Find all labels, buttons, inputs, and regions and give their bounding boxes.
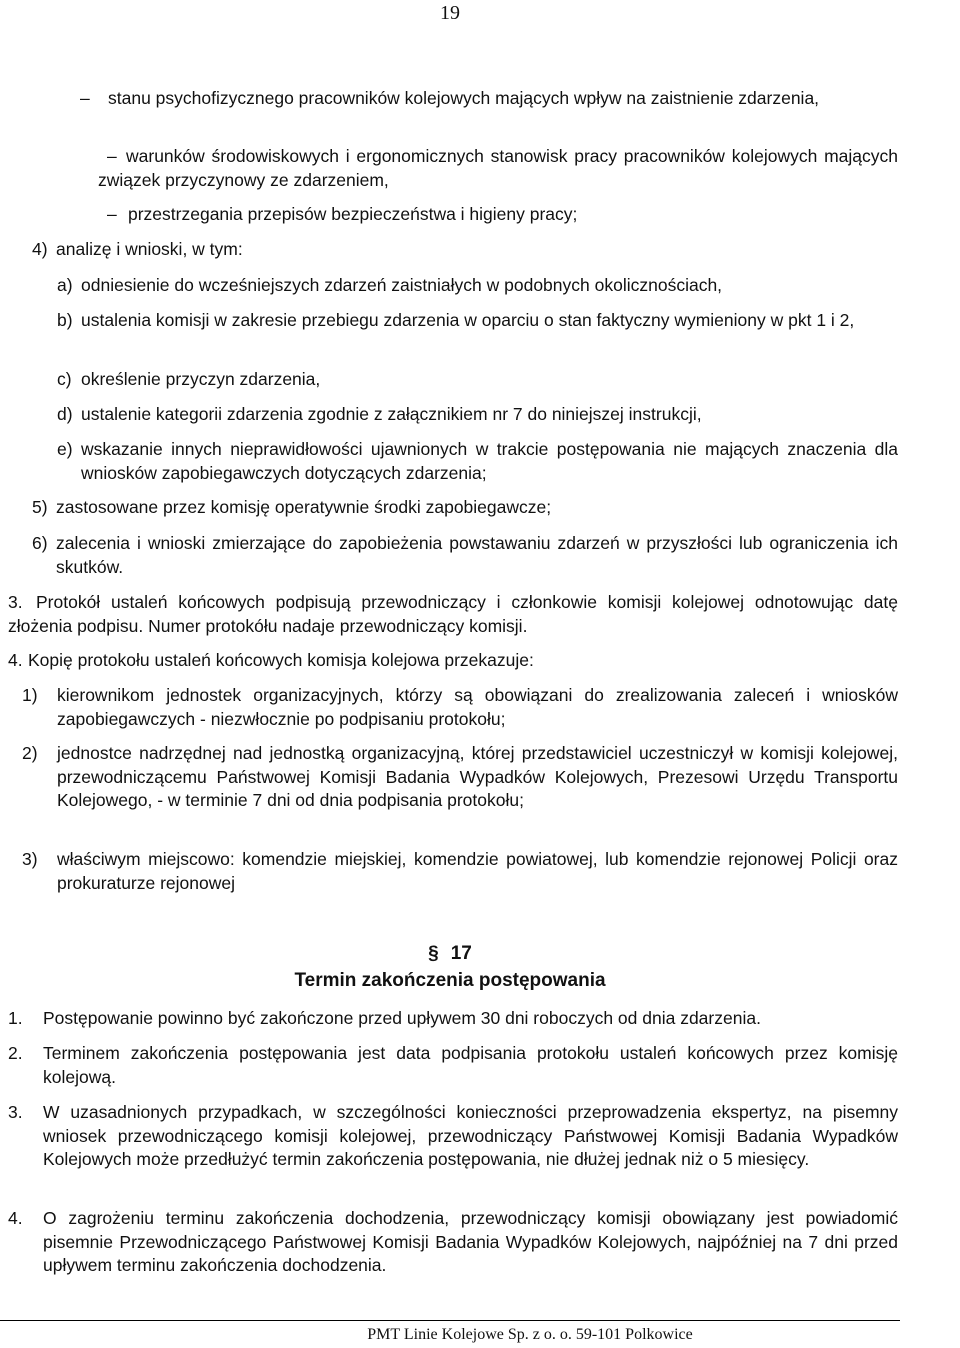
list-item-text: ustalenie kategorii zdarzenia zgodnie z załącznikiem nr 7 do niniejszej instrukcji, xyxy=(81,404,702,424)
list-item-label: 5) xyxy=(32,497,48,517)
list-item xyxy=(57,309,898,333)
paragraph xyxy=(8,1207,898,1278)
section-title: Termin zakończenia postępowania xyxy=(294,970,606,991)
list-item-text: określenie przyczyn zdarzenia, xyxy=(81,369,321,389)
list-item xyxy=(32,496,898,520)
list-item-label: c) xyxy=(57,369,72,389)
dash-marker: – xyxy=(107,146,117,166)
list-item xyxy=(22,848,898,895)
paragraph-number: 3. xyxy=(8,1102,23,1122)
list-item xyxy=(57,438,898,485)
list-item-text: właściwym miejscowo: komendzie miejskiej, komendzie powiatowej, lub komendzie rejonowej Policji oraz prokuraturze rejonowej xyxy=(57,849,898,893)
paragraph-text: Postępowanie powinno być zakończone przed upływem 30 dni roboczych od dnia zdarzenia. xyxy=(43,1008,761,1028)
list-item xyxy=(57,274,898,298)
paragraph-number: 4. xyxy=(8,650,23,670)
paragraph xyxy=(8,591,898,638)
dash-marker: – xyxy=(80,88,90,108)
list-item xyxy=(80,87,898,111)
list-item-text: ustalenia komisji w zakresie przebiegu zdarzenia w oparciu o stan faktyczny wymieniony w pkt 1 i 2, xyxy=(81,310,855,330)
list-item-label: 3) xyxy=(22,849,38,869)
list-item-text: przestrzegania przepisów bezpieczeństwa i higieny pracy; xyxy=(128,204,578,224)
list-item-label: 6) xyxy=(32,533,48,553)
list-item xyxy=(22,684,898,731)
paragraph-number: 2. xyxy=(8,1043,23,1063)
list-item xyxy=(57,368,898,392)
section-symbol: § xyxy=(428,943,439,964)
section-number xyxy=(0,943,900,965)
list-item xyxy=(32,238,898,262)
list-item-label: 1) xyxy=(22,685,38,705)
dash-marker: – xyxy=(107,204,117,224)
list-item-text: zastosowane przez komisję operatywnie środki zapobiegawcze; xyxy=(56,497,552,517)
list-item-label: d) xyxy=(57,404,73,424)
list-item xyxy=(57,403,898,427)
footer: PMT Linie Kolejowe Sp. z o. o. 59-101 Polkowice xyxy=(367,1326,693,1343)
footer-divider xyxy=(0,1320,900,1321)
list-item xyxy=(80,203,898,227)
list-item xyxy=(80,145,898,192)
list-item-text: wskazanie innych nieprawidłowości ujawnionych w trakcie postępowania nie mających znaczenia dla wniosków zapobiegawczych dotyczących zdarzenia; xyxy=(81,439,898,483)
paragraph xyxy=(8,1101,898,1172)
paragraph-text: Terminem zakończenia postępowania jest data podpisania protokołu ustaleń końcowych przez komisję kolejową. xyxy=(43,1043,898,1087)
list-item-text: jednostce nadrzędnej nad jednostką organizacyjną, której przedstawiciel uczestniczył w komisji kolejowej, przewodniczącemu Państwowej Komisji Badania Wypadków Kolejowych, Prezesowi Urzędu Transportu Kolejowego, - w terminie 7 dni od dnia podpisania protokołu; xyxy=(57,743,898,810)
paragraph xyxy=(8,1007,898,1031)
list-item-text: kierownikom jednostek organizacyjnych, którzy są obowiązani do zrealizowania zaleceń i wniosków zapobiegawczych - niezwłocznie po podpisaniu protokołu; xyxy=(57,685,898,729)
list-item-label: 2) xyxy=(22,743,38,763)
paragraph-text: Kopię protokołu ustaleń końcowych komisja kolejowa przekazuje: xyxy=(28,650,534,670)
list-item-label: 4) xyxy=(32,239,48,259)
page-number: 19 xyxy=(440,2,460,24)
list-item-text: odniesienie do wcześniejszych zdarzeń zaistniałych w podobnych okolicznościach, xyxy=(81,275,723,295)
list-item xyxy=(32,532,898,579)
list-item-text: warunków środowiskowych i ergonomicznych stanowisk pracy pracowników kolejowych mających związek przyczynowy ze zdarzeniem, xyxy=(98,146,898,190)
paragraph-number: 4. xyxy=(8,1208,23,1228)
paragraph-text: O zagrożeniu terminu zakończenia dochodzenia, przewodniczący komisji obowiązany jest powiadomić pisemnie Przewodniczącego Państwowej Komisji Badania Wypadków Kolejowych, najpóźniej na 7 dni przed upływem terminu zakończenia dochodzenia. xyxy=(43,1208,898,1275)
list-item-text: analizę i wnioski, w tym: xyxy=(56,239,243,259)
list-item-label: a) xyxy=(57,275,73,295)
paragraph-number: 1. xyxy=(8,1008,23,1028)
list-item-text: zalecenia i wnioski zmierzające do zapobieżenia powstawaniu zdarzeń w przyszłości lub ograniczenia ich skutków. xyxy=(56,533,898,577)
paragraph-text: W uzasadnionych przypadkach, w szczególności konieczności przeprowadzenia ekspertyz, na pisemny wniosek przewodniczącego komisji kolejowej, przewodniczący Państwowej Komisji Badania Wypadków Kolejowych może przedłużyć termin zakończenia postępowania, nie dłużej jednak niż o 5 miesięcy. xyxy=(43,1102,898,1169)
list-item-text: stanu psychofizycznego pracowników kolejowych mających wpływ na zaistnienie zdarzenia, xyxy=(108,88,820,108)
paragraph-number: 3. xyxy=(8,592,23,612)
paragraph xyxy=(8,649,898,673)
list-item-label: e) xyxy=(57,439,73,459)
paragraph xyxy=(8,1042,898,1089)
paragraph-text: Protokół ustaleń końcowych podpisują przewodniczący i członkowie komisji kolejowej odnotowując datę złożenia podpisu. Numer protokółu nadaje przewodniczący komisji. xyxy=(8,592,898,636)
section-number-value: 17 xyxy=(450,943,472,964)
list-item-label: b) xyxy=(57,310,73,330)
list-item xyxy=(22,742,898,813)
